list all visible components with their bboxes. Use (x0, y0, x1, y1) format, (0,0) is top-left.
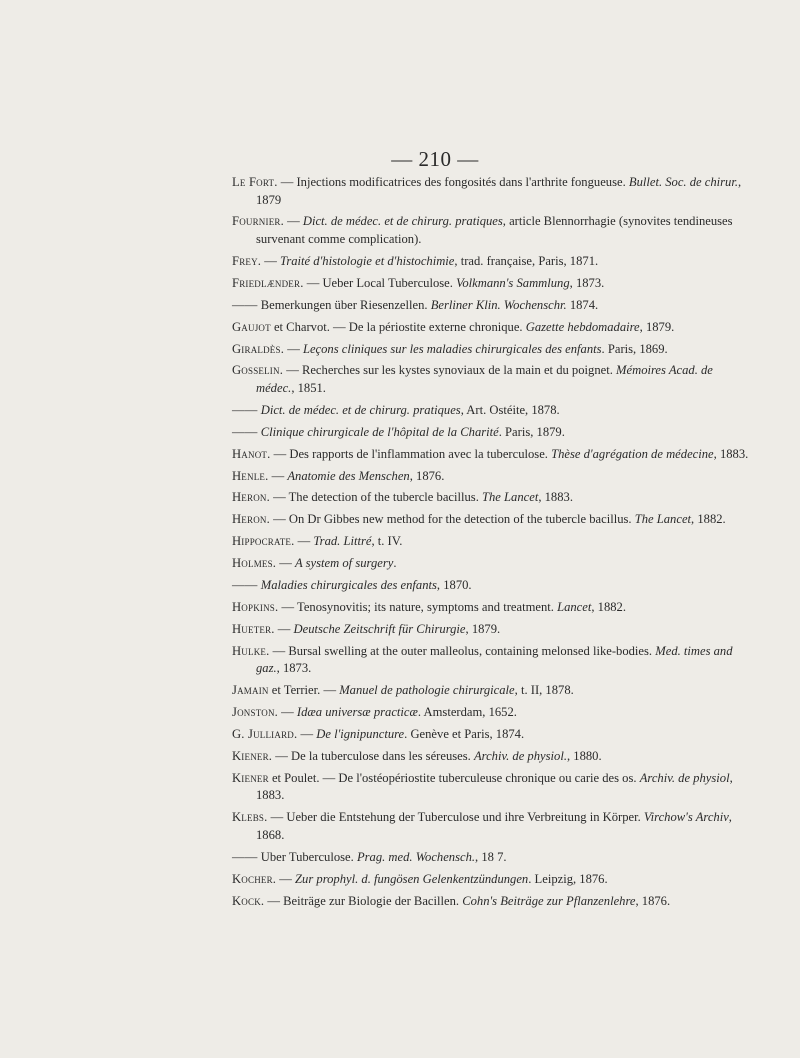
entry-rest: . Paris, 1879. (498, 424, 565, 439)
entry-title: Clinique chirurgicale de l'hôpital de la Charité (260, 424, 499, 439)
entry-text: et Poulet. — De l'ostéopériostite tuberculeuse chronique ou carie des os. (268, 770, 640, 785)
bibliography-entry (232, 748, 752, 766)
entry-text: — The detection of the tubercle bacillus. (269, 490, 482, 505)
entry-title: Idæa universæ practicæ (296, 705, 418, 720)
bibliography-entry (232, 599, 752, 617)
entry-author: Hulke. (232, 643, 270, 658)
entry-text: — On Dr Gibbes new method for the detection of the tubercle bacillus. (269, 512, 635, 527)
entry-title: Cohn's Beiträge zur Pflanzenlehre (462, 893, 636, 908)
entry-author: Heron. (232, 512, 270, 527)
bibliography-list (232, 174, 752, 914)
entry-title: Med. times and gaz. (256, 643, 733, 676)
entry-title: Archiv. de physiol (639, 770, 730, 785)
bibliography-entry (232, 533, 752, 551)
bibliography-entry (232, 174, 752, 209)
entry-rest: , 1851. (291, 381, 326, 396)
entry-title: Anatomie des Menschen (287, 468, 410, 483)
entry-rest: , 1868. (256, 810, 732, 842)
entry-author: Kiener (232, 770, 269, 785)
entry-title: Zur prophyl. d. fungösen Gelenkentzündungen (295, 871, 529, 886)
entry-text: et Charvot. — De la périostite externe chronique. (270, 319, 526, 334)
entry-title: Trad. Littré (313, 534, 372, 549)
entry-rest: , 1873. (276, 661, 312, 676)
entry-text: — Injections modificatrices des fongosités dans l'arthrite fongueuse. (277, 175, 629, 189)
bibliography-entry (232, 511, 752, 529)
bibliography-entry (232, 253, 752, 271)
entry-rest: , t. IV. (371, 534, 403, 549)
bibliography-entry (232, 849, 752, 867)
entry-rest: , 1883. (256, 770, 733, 803)
entry-title: The Lancet (634, 512, 692, 527)
entry-author: Jamain (232, 683, 269, 698)
bibliography-entry (232, 489, 752, 507)
entry-text: — (278, 705, 297, 720)
bibliography-entry (232, 682, 752, 700)
entry-author: Heron. (232, 490, 270, 505)
entry-rest: , article Blennorrhagie (synovites tendineuses survenant comme complication). (256, 214, 733, 247)
entry-rest: , 1876. (409, 468, 445, 483)
entry-title: Virchow's Archiv (643, 810, 729, 825)
entry-rest: , 1880. (566, 748, 602, 763)
entry-author: Klebs. (232, 810, 268, 825)
bibliography-entry (232, 213, 752, 248)
entry-text: — Bursal swelling at the outer malleolus, containing melonsed like-bodies. (269, 643, 656, 658)
entry-title: Mémoires Acad. de médec. (256, 363, 713, 396)
entry-text: — (284, 341, 303, 356)
bibliography-entry (232, 275, 752, 293)
entry-author: —— (232, 849, 258, 864)
entry-rest: , 1879 (256, 175, 742, 207)
entry-rest: , 1870. (436, 578, 472, 593)
entry-author: Kocher. (232, 871, 277, 886)
entry-author: Gosselin. (232, 363, 284, 378)
entry-title: Dict. de médec. et de chirurg. pratiques (302, 214, 503, 229)
bibliography-entry (232, 341, 752, 359)
entry-title: Manuel de pathologie chirurgicale (339, 683, 515, 698)
bibliography-entry (232, 319, 752, 337)
bibliography-entry (232, 468, 752, 486)
entry-author: Le Fort. (232, 175, 278, 189)
entry-author: Friedlænder. (232, 275, 304, 290)
entry-author: Gaujot (232, 319, 271, 334)
entry-rest: . Leipzig, 1876. (528, 871, 608, 886)
bibliography-entry (232, 809, 752, 844)
entry-rest: , 18 7. (475, 849, 507, 864)
entry-text: — (268, 468, 288, 483)
entry-author: —— (232, 402, 258, 417)
entry-title: A system of surgery (295, 556, 394, 571)
entry-rest: , 1879. (639, 319, 675, 334)
bibliography-entry (232, 402, 752, 420)
entry-text: — Beiträge zur Biologie der Bacillen. (264, 893, 463, 908)
entry-title: Archiv. de physiol. (473, 748, 567, 763)
entry-author: Hueter. (232, 621, 275, 636)
bibliography-entry (232, 726, 752, 744)
entry-rest: , 1883. (538, 490, 573, 505)
entry-title: Deutsche Zeitschrift für Chirurgie (293, 621, 466, 636)
entry-rest: . Amsterdam, 1652. (417, 705, 517, 720)
entry-text: Uber Tuberculose. (257, 849, 357, 864)
entry-author: Hanot. (232, 446, 271, 461)
page-number: — 210 — (391, 147, 479, 171)
bibliography-entry (232, 871, 752, 889)
entry-text: — Ueber die Entstehung der Tuberculose und ihre Verbreitung in Körper. (267, 810, 644, 825)
entry-author: Kock. (232, 893, 265, 908)
entry-rest: . Paris, 1869. (601, 341, 668, 356)
entry-rest: , 1882. (591, 599, 626, 614)
entry-author: —— (232, 424, 258, 439)
entry-text: — (297, 726, 317, 741)
entry-author: Hopkins. (232, 599, 279, 614)
bibliography-entry (232, 704, 752, 722)
entry-rest: 1874. (566, 297, 599, 312)
entry-title: The Lancet (482, 490, 539, 505)
bibliography-entry (232, 362, 752, 397)
entry-author: Giraldès. (232, 341, 285, 356)
bibliography-entry (232, 297, 752, 315)
entry-title: Volkmann's Sammlung (456, 275, 570, 290)
bibliography-entry (232, 643, 752, 678)
entry-author: —— (232, 297, 258, 312)
entry-title: Maladies chirurgicales des enfants (260, 578, 437, 593)
entry-rest: , 1882. (691, 512, 726, 527)
entry-author: Fournier. (232, 214, 284, 229)
bibliography-entry (232, 424, 752, 442)
entry-rest: , 1873. (569, 275, 605, 290)
entry-title: Dict. de médec. et de chirurg. pratiques (260, 402, 461, 417)
bibliography-entry (232, 446, 752, 464)
entry-text: Bemerkungen über Riesenzellen. (257, 297, 431, 312)
entry-text: — (294, 534, 314, 549)
entry-title: Gazette hebdomadaire (525, 319, 640, 334)
entry-author: Jonston. (232, 705, 278, 720)
entry-text: — (283, 214, 303, 229)
bibliography-entry (232, 555, 752, 573)
entry-author: Hippocrate. (232, 534, 295, 549)
entry-rest: , t. II, 1878. (514, 683, 574, 698)
entry-rest: , 1883. (713, 446, 749, 461)
entry-text: — (274, 621, 294, 636)
entry-text: — Ueber Local Tuberculose. (303, 275, 457, 290)
bibliography-entry (232, 893, 752, 911)
entry-author: G. Julliard. (232, 726, 298, 741)
entry-text: — De la tuberculose dans les séreuses. (272, 748, 474, 763)
entry-title: Bullet. Soc. de chirur. (628, 175, 738, 189)
entry-rest: . (393, 556, 397, 571)
entry-title: Traité d'histologie et d'histochimie (280, 253, 455, 268)
entry-text: — Tenosynovitis; its nature, symptoms and treatment. (278, 599, 558, 614)
entry-rest: , 1879. (465, 621, 501, 636)
entry-title: Berliner Klin. Wochenschr. (430, 297, 567, 312)
bibliography-entry (232, 621, 752, 639)
entry-rest: , Art. Ostéite, 1878. (460, 402, 560, 417)
entry-text: — Recherches sur les kystes synoviaux de la main et du poignet. (283, 363, 617, 378)
entry-title: Lancet (557, 599, 592, 614)
entry-rest: . Genève et Paris, 1874. (404, 726, 525, 741)
entry-author: Henle. (232, 468, 269, 483)
entry-text: — Des rapports de l'inflammation avec la tuberculose. (270, 446, 552, 461)
entry-text: — (261, 253, 281, 268)
entry-author: Kiener. (232, 748, 273, 763)
entry-title: Leçons cliniques sur les maladies chirurgicales des enfants (302, 341, 602, 356)
entry-author: Holmes. (232, 556, 277, 571)
entry-author: —— (232, 578, 258, 593)
entry-rest: , trad. française, Paris, 1871. (454, 253, 599, 268)
bibliography-entry (232, 577, 752, 595)
entry-author: Frey. (232, 253, 262, 268)
entry-text: — (276, 556, 296, 571)
entry-text: et Terrier. — (268, 683, 340, 698)
entry-text: — (276, 871, 296, 886)
entry-title: Thèse d'agrégation de médecine (551, 446, 714, 461)
entry-rest: , 1876. (635, 893, 671, 908)
bibliography-entry (232, 770, 752, 805)
entry-title: Prag. med. Wochensch. (356, 849, 476, 864)
entry-title: De l'ignipuncture (316, 726, 405, 741)
